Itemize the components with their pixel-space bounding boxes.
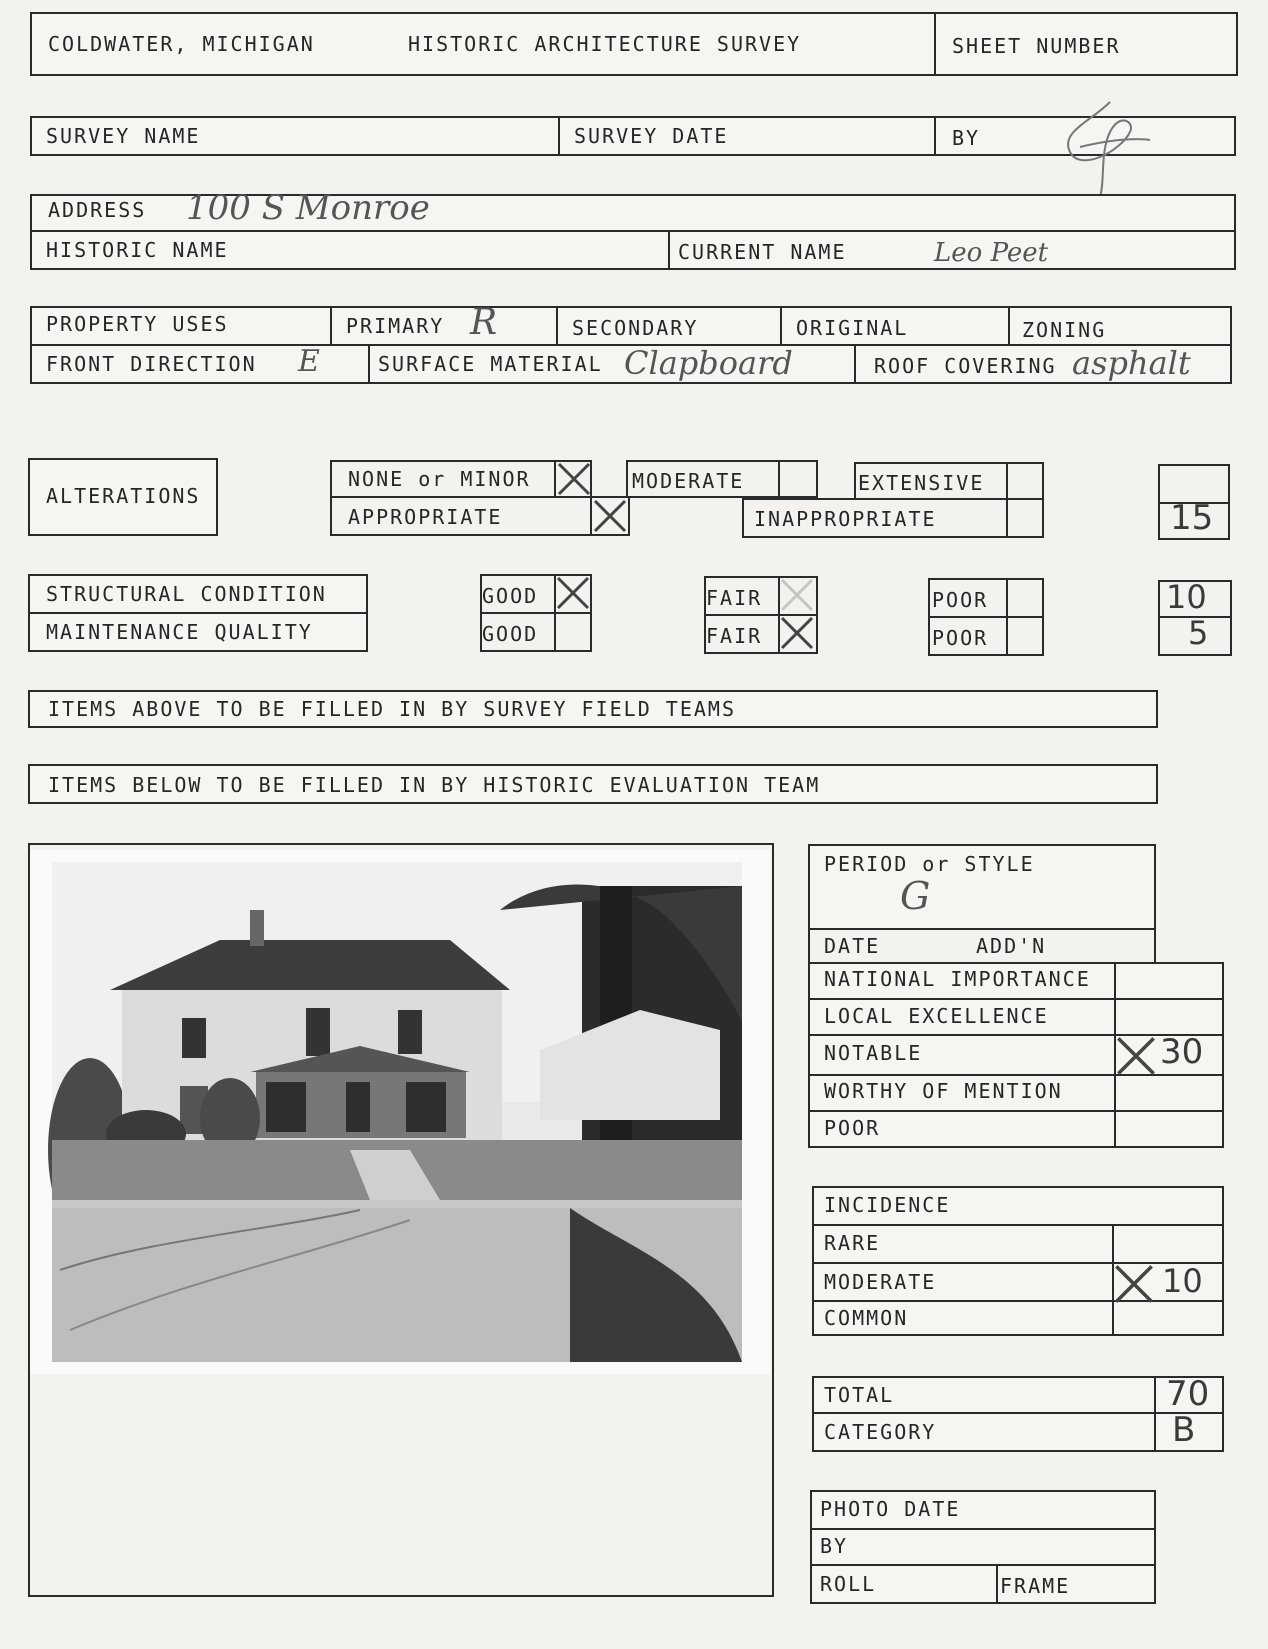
house-photograph xyxy=(30,850,770,1374)
maintenance-quality-label: MAINTENANCE QUALITY xyxy=(46,620,313,644)
survey-divider-1 xyxy=(558,116,560,156)
surface-material-value: Clapboard xyxy=(624,344,793,382)
photo-info-line-1 xyxy=(810,1528,1156,1530)
poor-check-divider xyxy=(1006,578,1008,656)
current-name-label: CURRENT NAME xyxy=(678,240,847,264)
address-value: 100 S Monroe xyxy=(186,188,430,228)
imp-line-4 xyxy=(808,1110,1224,1112)
structural-fair-erased-x[interactable] xyxy=(780,578,814,612)
none-minor-label: NONE or MINOR xyxy=(348,467,531,491)
maintenance-good-label: GOOD xyxy=(482,622,539,646)
survey-date-label: SURVEY DATE xyxy=(574,124,729,148)
photo-by-label: BY xyxy=(820,1534,849,1558)
addn-label: ADD'N xyxy=(976,934,1047,958)
local-excellence-label: LOCAL EXCELLENCE xyxy=(824,1004,1049,1028)
structural-fair-label: FAIR xyxy=(706,586,763,610)
condition-mid-line xyxy=(28,612,368,614)
poor-mid-line xyxy=(928,616,1044,618)
surface-material-label: SURFACE MATERIAL xyxy=(378,352,603,376)
eval-poor-label: POOR xyxy=(824,1116,881,1140)
notable-x[interactable] xyxy=(1116,1036,1156,1076)
total-value-col xyxy=(1154,1376,1156,1452)
incidence-score: 10 xyxy=(1162,1262,1203,1300)
photo-info-line-2 xyxy=(810,1564,1156,1566)
prop-div-4 xyxy=(1008,306,1010,344)
survey-divider-2 xyxy=(934,116,936,156)
property-uses-label: PROPERTY USES xyxy=(46,312,229,336)
prop-div-2 xyxy=(556,306,558,344)
alterations-score: 15 xyxy=(1170,498,1214,538)
roll-label: ROLL xyxy=(820,1572,877,1596)
period-style-label: PERIOD or STYLE xyxy=(824,852,1035,876)
national-importance-label: NATIONAL IMPORTANCE xyxy=(824,967,1091,991)
roof-covering-label: ROOF COVERING xyxy=(874,354,1057,378)
survey-name-label: SURVEY NAME xyxy=(46,124,201,148)
notable-label: NOTABLE xyxy=(824,1041,923,1065)
zoning-label: ZONING xyxy=(1022,318,1107,342)
frame-label: FRAME xyxy=(1000,1574,1071,1598)
above-note: ITEMS ABOVE TO BE FILLED IN BY SURVEY FIELD TEAMS xyxy=(48,697,737,721)
alterations-label: ALTERATIONS xyxy=(46,484,201,508)
prop-div-1 xyxy=(330,306,332,344)
maintenance-poor-label: POOR xyxy=(932,626,989,650)
frame-divider xyxy=(996,1564,998,1604)
maintenance-score: 5 xyxy=(1188,614,1209,652)
worthy-of-mention-label: WORTHY OF MENTION xyxy=(824,1079,1063,1103)
prop-div-5 xyxy=(368,344,370,384)
photo-date-label: PHOTO DATE xyxy=(820,1497,961,1521)
none-minor-x xyxy=(557,462,591,496)
address-label: ADDRESS xyxy=(48,198,147,222)
incidence-moderate-label: MODERATE xyxy=(824,1270,937,1294)
extensive-label: EXTENSIVE xyxy=(858,471,985,495)
initials-signature xyxy=(1040,92,1160,202)
header-title: HISTORIC ARCHITECTURE SURVEY xyxy=(408,32,802,56)
header-divider xyxy=(934,12,936,76)
total-label: TOTAL xyxy=(824,1383,895,1407)
primary-label: PRIMARY xyxy=(346,314,445,338)
structural-good-label: GOOD xyxy=(482,584,539,608)
sheet-number-label: SHEET NUMBER xyxy=(952,34,1121,58)
roof-covering-value: asphalt xyxy=(1072,344,1191,382)
incidence-moderate-x[interactable] xyxy=(1114,1264,1154,1304)
current-name-divider xyxy=(668,230,670,270)
structural-poor-label: POOR xyxy=(932,588,989,612)
evaluation-score: 30 xyxy=(1160,1032,1204,1072)
imp-line-1 xyxy=(808,998,1224,1000)
survey-by-label: BY xyxy=(952,126,981,150)
good-mid-line xyxy=(480,612,592,614)
front-direction-value: E xyxy=(298,344,320,379)
rare-label: RARE xyxy=(824,1231,881,1255)
category-value: B xyxy=(1172,1410,1196,1450)
current-name-value: Leo Peet xyxy=(934,238,1049,268)
prop-div-6 xyxy=(854,344,856,384)
inc-line-3 xyxy=(812,1300,1224,1302)
prop-div-3 xyxy=(780,306,782,344)
structural-score: 10 xyxy=(1166,578,1207,616)
extensive-checkbox[interactable] xyxy=(1006,462,1044,500)
secondary-label: SECONDARY xyxy=(572,316,699,340)
imp-line-3 xyxy=(808,1074,1224,1076)
total-value: 70 xyxy=(1166,1374,1210,1414)
below-note: ITEMS BELOW TO BE FILLED IN BY HISTORIC EVALUATION TEAM xyxy=(48,773,821,797)
incidence-label: INCIDENCE xyxy=(824,1193,951,1217)
address-mid-line xyxy=(30,230,1236,232)
primary-value: R xyxy=(470,302,498,343)
appropriate-x xyxy=(593,499,627,533)
date-label: DATE xyxy=(824,934,881,958)
maintenance-fair-label: FAIR xyxy=(706,624,763,648)
original-label: ORIGINAL xyxy=(796,316,909,340)
inappropriate-label: INAPPROPRIATE xyxy=(754,507,937,531)
structural-condition-label: STRUCTURAL CONDITION xyxy=(46,582,327,606)
appropriate-label: APPROPRIATE xyxy=(348,505,503,529)
historic-name-label: HISTORIC NAME xyxy=(46,238,229,262)
category-label: CATEGORY xyxy=(824,1420,937,1444)
inc-line-1 xyxy=(812,1224,1224,1226)
inappropriate-checkbox[interactable] xyxy=(1006,498,1044,538)
maintenance-fair-x[interactable] xyxy=(780,616,814,650)
common-label: COMMON xyxy=(824,1306,909,1330)
moderate-label: MODERATE xyxy=(632,469,745,493)
front-direction-label: FRONT DIRECTION xyxy=(46,352,257,376)
moderate-checkbox[interactable] xyxy=(778,460,818,498)
structural-good-x[interactable] xyxy=(556,576,590,610)
total-mid-line xyxy=(812,1412,1224,1414)
header-city: COLDWATER, MICHIGAN xyxy=(48,32,315,56)
period-style-value: G xyxy=(900,874,931,918)
